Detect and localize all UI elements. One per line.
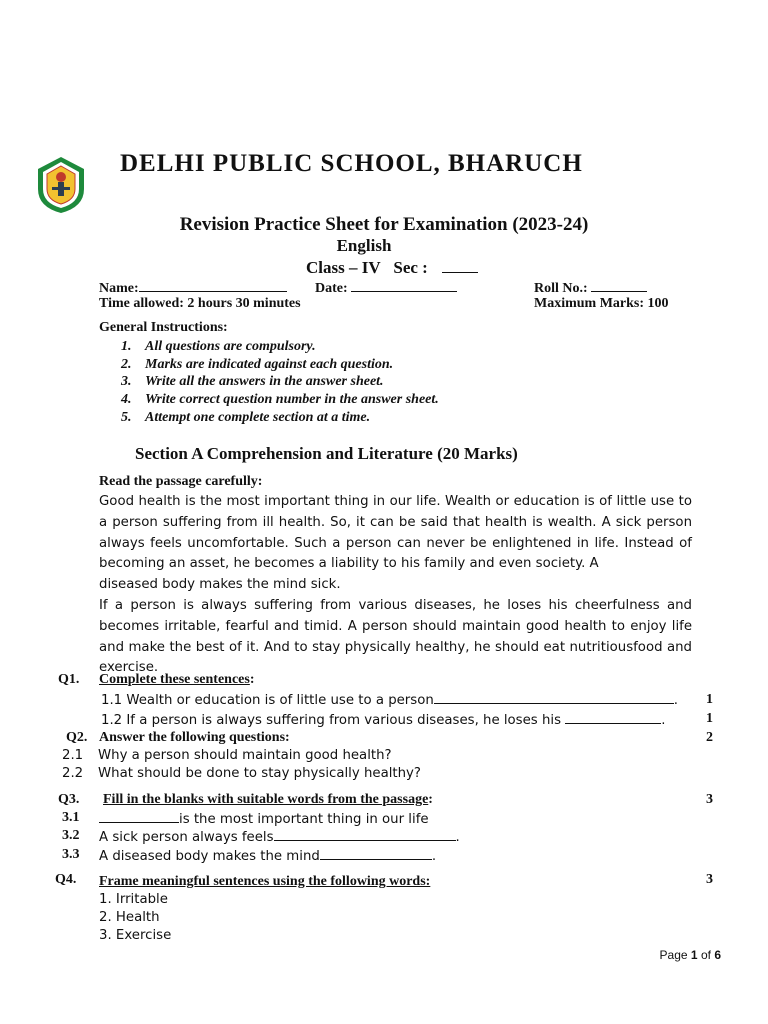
school-logo bbox=[34, 155, 88, 215]
q3-item: A sick person always feels . bbox=[99, 830, 460, 845]
page-number: Page 1 of 6 bbox=[659, 948, 721, 962]
q1-sentence-1: 1.1 Wealth or education is of little use to a person . bbox=[101, 693, 679, 708]
q3-item: is the most important thing in our life bbox=[99, 810, 429, 827]
class-line bbox=[306, 258, 478, 278]
passage bbox=[99, 492, 692, 679]
date-field[interactable] bbox=[315, 279, 457, 297]
q2-item: 2.2 What should be done to stay physically healthy? bbox=[62, 766, 421, 781]
instruction-item: 3. Write all the answers in the answer sheet. bbox=[121, 374, 384, 389]
time-allowed: Time allowed: 2 hours 30 minutes bbox=[99, 296, 301, 311]
q2-item: 2.1 Why a person should maintain good health? bbox=[62, 748, 392, 763]
date-blank[interactable] bbox=[351, 279, 457, 292]
item-number: 3.3 bbox=[62, 847, 80, 862]
roll-blank[interactable] bbox=[591, 279, 647, 292]
name-label: Name: bbox=[99, 281, 139, 296]
question-number: Q2. bbox=[66, 730, 88, 745]
sec-blank[interactable] bbox=[442, 260, 478, 273]
instruction-item: 5. Attempt one complete section at a time. bbox=[121, 410, 371, 425]
q3-blank[interactable] bbox=[320, 847, 432, 860]
roll-label: Roll No.: bbox=[534, 281, 588, 296]
sheet-title: Revision Practice Sheet for Examination (2023-24) bbox=[179, 214, 589, 235]
q4-word: 2. Health bbox=[99, 910, 160, 925]
sec-label: Sec : bbox=[393, 258, 428, 277]
instruction-item: 4. Write correct question number in the answer sheet. bbox=[121, 392, 439, 407]
name-blank[interactable] bbox=[139, 279, 287, 292]
passage-paragraph: diseased body makes the mind sick. bbox=[99, 577, 341, 593]
q4-heading: Frame meaningful sentences using the following words: bbox=[99, 874, 431, 889]
q1-sentence-2: 1.2 If a person is always suffering from various diseases, he loses his . bbox=[101, 713, 666, 728]
item-number: 3.1 bbox=[62, 810, 80, 825]
instructions-title: General Instructions: bbox=[99, 320, 228, 335]
q3-heading: Fill in the blanks with suitable words from the passage: bbox=[103, 792, 433, 807]
q1-heading: Complete these sentences: bbox=[99, 672, 255, 687]
q4-word: 3. Exercise bbox=[99, 928, 172, 943]
q3-blank[interactable] bbox=[274, 828, 456, 841]
marks: 2 bbox=[706, 730, 713, 745]
question-number: Q1. bbox=[58, 672, 80, 687]
q1-blank-2[interactable] bbox=[565, 711, 661, 724]
school-name: DELHI PUBLIC SCHOOL, BHARUCH bbox=[120, 150, 583, 177]
item-number: 3.2 bbox=[62, 828, 80, 843]
instruction-item: 1. All questions are compulsory. bbox=[121, 339, 316, 354]
marks: 3 bbox=[706, 872, 713, 887]
q3-item: A diseased body makes the mind . bbox=[99, 849, 437, 864]
name-field[interactable] bbox=[99, 279, 287, 297]
question-number: Q4. bbox=[55, 872, 77, 887]
q3-blank[interactable] bbox=[99, 810, 179, 823]
q4-word: 1. Irritable bbox=[99, 892, 168, 907]
read-passage-label: Read the passage carefully: bbox=[99, 474, 263, 489]
marks: 3 bbox=[706, 792, 713, 807]
maximum-marks: Maximum Marks: 100 bbox=[534, 296, 669, 311]
class-label: Class – IV bbox=[306, 258, 381, 277]
marks: 1 bbox=[706, 692, 713, 707]
q1-blank-1[interactable] bbox=[434, 691, 674, 704]
q2-heading: Answer the following questions: bbox=[99, 730, 290, 745]
instruction-item: 2. Marks are indicated against each question. bbox=[121, 357, 394, 372]
passage-paragraph: Good health is the most important thing in our life. Wealth or education is of little use to a person suffering from ill health. So, it can be said that health is wealth. A sick person always feels uncomfortable. Such a person can never be enlightened in life. Instead of becoming an asset, he becomes a liability to his family and even society. A bbox=[99, 494, 692, 572]
roll-field[interactable] bbox=[534, 279, 647, 297]
section-title: Section A Comprehension and Literature (20 Marks) bbox=[135, 444, 518, 463]
marks: 1 bbox=[706, 711, 713, 726]
date-label: Date: bbox=[315, 281, 348, 296]
passage-paragraph: If a person is always suffering from various diseases, he loses his cheerfulness and becomes irritable, fearful and timid. A person should maintain good health to enjoy life and make the best of it. And to stay physically healthy, he should eat nutritiousfood and exercise. bbox=[99, 597, 692, 676]
question-number: Q3. bbox=[58, 792, 80, 807]
subject-title: English bbox=[336, 236, 392, 255]
